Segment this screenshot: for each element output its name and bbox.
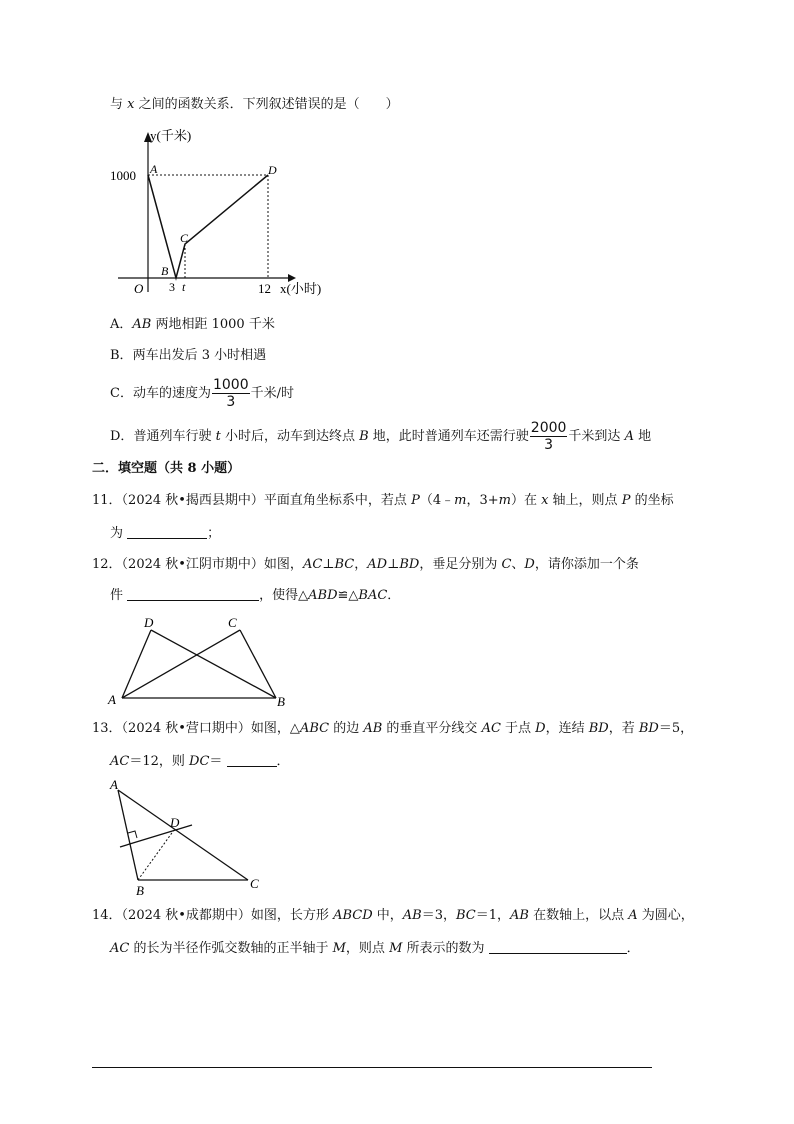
q12-text-2: ⊥	[322, 557, 335, 572]
q14-text-6: 为圆心，	[637, 908, 694, 923]
q13-point-B: B	[136, 883, 144, 898]
q13-line-2	[110, 752, 290, 771]
q11-text-3: ，3+	[466, 493, 499, 508]
q12-line2-text-c: ≌△	[337, 588, 359, 603]
option-D-var-A: A	[624, 429, 634, 444]
q13-AC	[118, 790, 248, 880]
q11-line-1	[92, 492, 674, 510]
q14-number: 14．	[92, 908, 122, 923]
q13-var-5: BD	[588, 721, 609, 736]
tick-3: 3	[169, 280, 175, 294]
intro-suffix: 之间的函数关系．下列叙述错误的是（ ）	[134, 97, 399, 112]
q12-var-8: BAC	[358, 588, 388, 603]
q13-text-1: （2024 秋•营口期中）如图，△	[121, 721, 300, 736]
q12-text-5: ，垂足分别为	[419, 557, 502, 572]
option-B-text: 两车出发后 3 小时相遇	[132, 348, 267, 363]
q14-line2-text-2: ，则点	[345, 941, 390, 956]
q11-var-5: P	[621, 493, 631, 508]
option-B-label: B．	[110, 348, 133, 363]
q11-answer-blank[interactable]	[127, 524, 207, 539]
option-D-text-4: 千米到达	[568, 429, 625, 444]
q14-text-3: ＝3，	[421, 908, 457, 923]
option-D	[110, 420, 651, 454]
q13-line2-text-1: ＝12，则	[129, 754, 190, 769]
option-A-text: 两地相距 1000 千米	[151, 317, 275, 332]
q13-var-6: BD	[638, 721, 659, 736]
q13-point-D: D	[170, 815, 180, 830]
q14-answer-blank[interactable]	[489, 939, 627, 954]
option-D-denominator: 3	[544, 437, 554, 453]
q11-text-5: 轴上，则点	[548, 493, 622, 508]
option-D-label: D．	[110, 429, 134, 444]
q12-line-2	[110, 586, 400, 605]
x-axis-label: x(小时)	[280, 281, 322, 296]
q13-number: 13．	[92, 721, 122, 736]
option-A-label: A．	[110, 317, 133, 332]
option-D-numerator: 2000	[530, 420, 567, 436]
q14-var-3: BC	[456, 908, 476, 923]
q13-text-3: 的垂直平分线交	[382, 721, 482, 736]
q13-line2-var-1: AC	[110, 754, 130, 769]
y-axis-label: y(千米)	[150, 128, 192, 143]
q14-text-5: 在数轴上，以点	[529, 908, 629, 923]
option-D-fraction	[530, 420, 568, 453]
q14-var-1: ABCD	[333, 908, 373, 923]
q13-point-C: C	[250, 876, 259, 891]
intro-text	[110, 96, 399, 114]
q13-point-A: A	[110, 777, 118, 792]
q13-text-4: 于点	[500, 721, 536, 736]
q12-var-3: AD	[367, 557, 388, 572]
option-B	[110, 347, 266, 365]
q13-line2-text-2: ＝	[209, 754, 227, 769]
q14-line-1	[92, 907, 694, 925]
q14-text-4: ＝1，	[475, 908, 511, 923]
option-D-text-3: 地，此时普通列车还需行驶	[368, 429, 529, 444]
q13-AB	[118, 790, 138, 880]
intro-prefix: 与	[110, 97, 128, 112]
option-D-var-t: t	[215, 429, 221, 444]
q14-text-2: 中，	[372, 908, 403, 923]
q14-line2-var-1: AC	[110, 941, 130, 956]
q13-var-3: AC	[481, 721, 501, 736]
option-D-var-B: B	[359, 429, 369, 444]
q14-var-2: AB	[402, 908, 422, 923]
q12-AD	[122, 630, 151, 698]
q13-text-7: ＝5，	[658, 721, 694, 736]
option-C-denominator: 3	[226, 394, 236, 410]
q13-figure	[104, 776, 274, 898]
q13-line2-var-2: DC	[189, 754, 210, 769]
q14-var-4: AB	[510, 908, 529, 923]
q12-text-1: （2024 秋•江阴市期中）如图，	[121, 557, 303, 572]
q12-var-7: ABD	[308, 588, 338, 603]
q12-line2-text-d: ．	[387, 588, 401, 603]
q12-var-2: BC	[334, 557, 355, 572]
q12-point-A: A	[108, 692, 116, 707]
footer-rule	[92, 1067, 652, 1068]
point-A-label: A	[150, 162, 158, 176]
q13-text-2: 的边	[329, 721, 364, 736]
q14-line2-text-1: 的长为半径作弧交数轴的正半轴于	[129, 941, 333, 956]
q12-AC	[122, 630, 240, 698]
q11-text-6: 的坐标	[630, 493, 674, 508]
option-D-text-1: 普通列车行驶	[133, 429, 216, 444]
section-heading: 二．填空题（共 8 小题）	[92, 461, 241, 476]
q13-text-5: ，连结	[545, 721, 589, 736]
q13-BD	[138, 830, 174, 880]
q14-line-2	[110, 939, 640, 958]
q12-number: 12．	[92, 557, 122, 572]
q13-var-4: D	[535, 721, 546, 736]
q14-line2-text-3: 所表示的数为	[402, 941, 489, 956]
q12-text-7: ，请你添加一个条	[534, 557, 639, 572]
option-C-text-2: 千米/时	[250, 386, 294, 401]
q12-text-6: 、	[511, 557, 525, 572]
q12-line2-text-b: ，使得△	[259, 588, 309, 603]
point-C-label: C	[180, 231, 189, 245]
q11-number: 11．	[92, 493, 122, 508]
q13-perpendicular-bisector	[120, 825, 192, 847]
q12-text-4: ⊥	[387, 557, 400, 572]
q13-right-angle-mark	[128, 831, 137, 838]
q12-BD	[151, 630, 276, 698]
option-C-numerator: 1000	[212, 377, 249, 393]
intro-var: x	[127, 97, 135, 112]
q12-point-B: B	[277, 694, 285, 708]
q12-var-4: BD	[399, 557, 420, 572]
graph-line	[148, 175, 268, 278]
q11-var-1: P	[411, 493, 420, 508]
option-C-fraction	[212, 377, 250, 410]
point-D-label: D	[268, 163, 277, 177]
q13-answer-blank[interactable]	[227, 752, 277, 767]
option-A	[110, 316, 275, 334]
option-D-text-2: 小时后，动车到达终点	[220, 429, 360, 444]
q11-line2-text: 为	[110, 526, 128, 541]
option-C	[110, 377, 294, 411]
distance-time-graph	[100, 122, 340, 302]
q11-line2-end: ；	[207, 526, 221, 541]
q14-line2-var-3: M	[389, 941, 403, 956]
q12-point-D: D	[144, 615, 154, 630]
tick-t: t	[182, 280, 186, 294]
q11-text-4: ）在	[510, 493, 542, 508]
tick-1000: 1000	[110, 168, 136, 183]
q12-line2-text: 件	[110, 588, 128, 603]
q12-answer-blank[interactable]	[127, 586, 259, 601]
q11-text-2: （4﹣	[419, 493, 455, 508]
option-A-var: AB	[132, 317, 152, 332]
q12-var-1: AC	[302, 557, 323, 572]
q12-point-C: C	[228, 615, 237, 630]
q11-var-2: m	[454, 493, 467, 508]
option-C-label: C．	[110, 386, 133, 401]
point-B-label: B	[161, 264, 169, 278]
q13-line-1	[92, 720, 693, 738]
option-D-text-5: 地	[633, 429, 652, 444]
q13-line2-end: ．	[276, 754, 290, 769]
q11-line-2	[110, 524, 220, 543]
q14-line2-var-2: M	[332, 941, 346, 956]
q12-figure	[104, 612, 294, 708]
tick-12: 12	[258, 281, 271, 296]
origin-label: O	[134, 281, 144, 296]
q14-var-5: A	[628, 908, 638, 923]
q11-var-3: m	[498, 493, 511, 508]
q12-text-3: ，	[354, 557, 368, 572]
q12-line-1	[92, 556, 639, 574]
option-C-text-1: 动车的速度为	[132, 386, 211, 401]
q11-text-1: （2024 秋•揭西县期中）平面直角坐标系中，若点	[121, 493, 412, 508]
q13-var-1: ABC	[299, 721, 330, 736]
q14-text-1: （2024 秋•成都期中）如图，长方形	[121, 908, 334, 923]
q14-line2-end: ．	[626, 941, 640, 956]
q11-var-4: x	[541, 493, 549, 508]
q13-text-6: ，若	[608, 721, 639, 736]
q12-var-5: C	[501, 557, 512, 572]
q12-var-6: D	[524, 557, 535, 572]
q13-var-2: AB	[363, 721, 383, 736]
